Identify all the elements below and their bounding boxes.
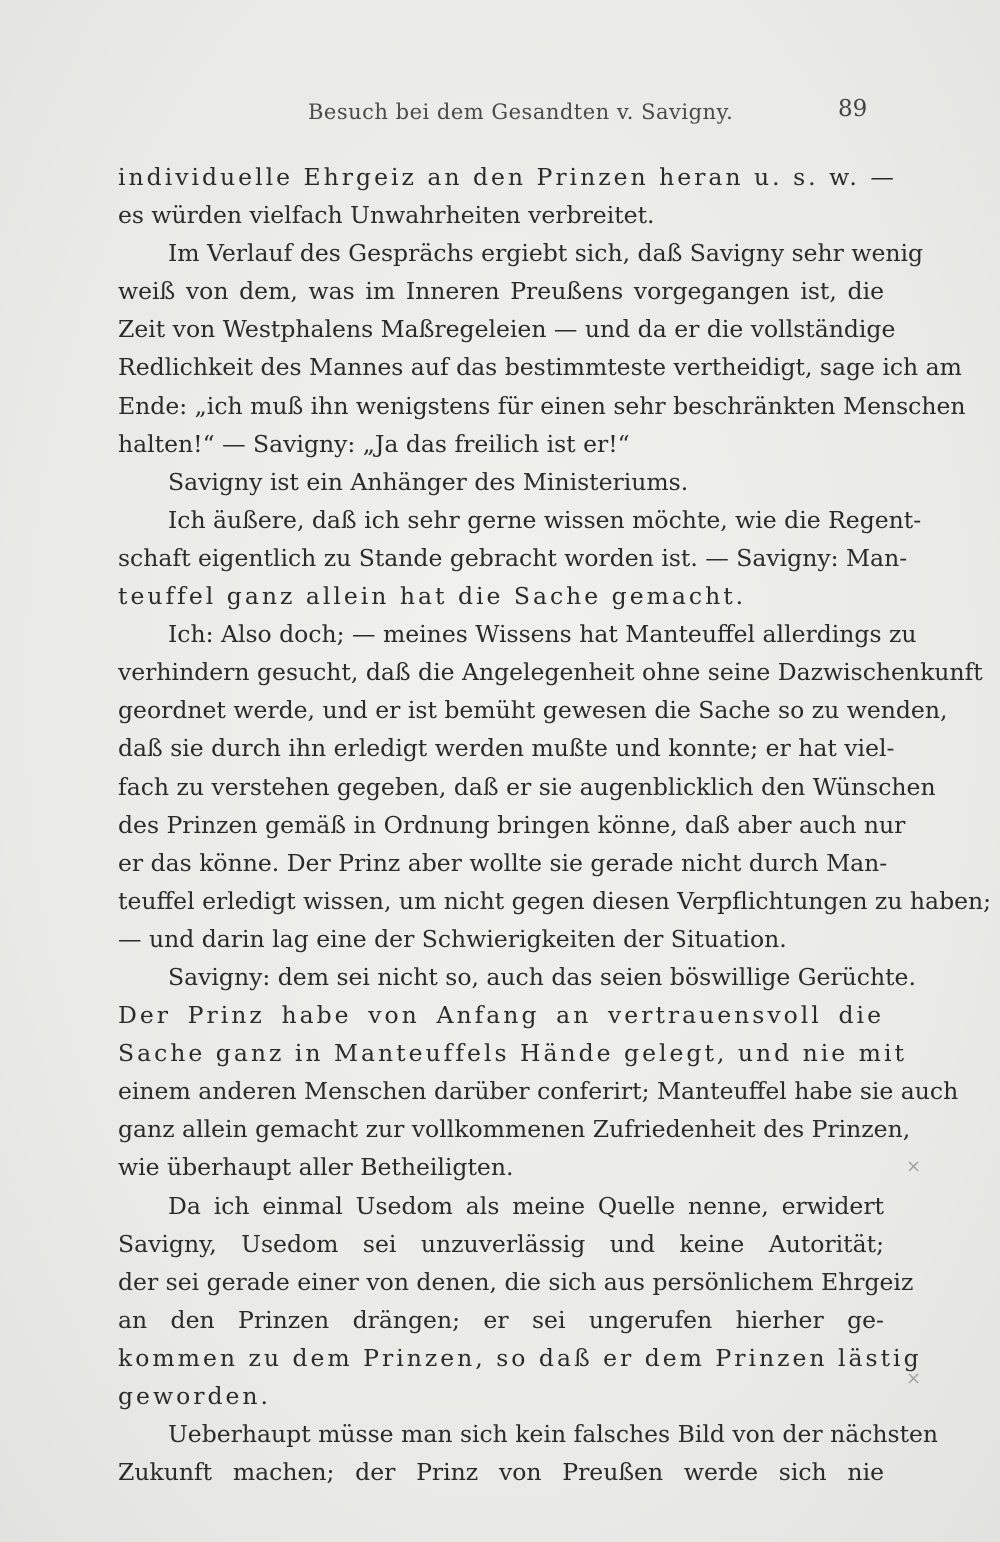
text-line: Savigny ist ein Anhänger des Ministeriums.	[168, 467, 689, 496]
text-line: Zeit von Westphalens Maßregeleien — und da er die vollständige	[118, 315, 896, 344]
text-line: Im Verlauf des Gesprächs ergiebt sich, daß Savigny sehr wenig	[168, 239, 924, 268]
text-line: Ueberhaupt müsse man sich kein falsches Bild von der nächsten	[168, 1420, 939, 1449]
text-line: Savigny, Usedom sei unzuverlässig und keine Autorität;	[118, 1229, 884, 1258]
text-line: kommen zu dem Prinzen, so daß er dem Prinzen lästig	[118, 1343, 922, 1372]
text-line: Ich äußere, daß ich sehr gerne wissen möchte, wie die Regent-	[168, 505, 922, 534]
text-line: Savigny: dem sei nicht so, auch das seien böswillige Gerüchte.	[168, 962, 916, 991]
text-line: Der Prinz habe von Anfang an vertrauensvoll die	[118, 1001, 884, 1030]
text-line: fach zu verstehen gegeben, daß er sie augenblicklich den Wünschen	[118, 772, 936, 801]
body-text	[118, 158, 992, 1491]
text-line: Redlichkeit des Mannes auf das bestimmteste vertheidigt, sage ich am	[118, 353, 962, 382]
text-line: — und darin lag eine der Schwierigkeiten der Situation.	[118, 924, 787, 953]
text-line: einem anderen Menschen darüber conferirt; Manteuffel habe sie auch	[118, 1077, 959, 1106]
text-line: halten!“ — Savigny: „Ja das freilich ist er!“	[118, 429, 630, 458]
text-line: an den Prinzen drängen; er sei ungerufen hierher ge-	[118, 1305, 884, 1334]
text-line: er das könne. Der Prinz aber wollte sie gerade nicht durch Man-	[118, 848, 888, 877]
margin-mark: ×	[906, 1156, 922, 1177]
text-line: es würden vielfach Unwahrheiten verbreitet.	[118, 201, 655, 230]
text-line: der sei gerade einer von denen, die sich aus persönlichem Ehrgeiz	[118, 1267, 914, 1296]
text-line: teuffel erledigt wissen, um nicht gegen diesen Verpflichtungen zu haben;	[118, 886, 992, 915]
text-line: geordnet werde, und er ist bemüht gewesen die Sache so zu wenden,	[118, 696, 948, 725]
text-line: daß sie durch ihn erledigt werden mußte und konnte; er hat viel-	[118, 734, 895, 763]
text-line: individuelle Ehrgeiz an den Prinzen heran u. s. w. —	[118, 163, 897, 191]
text-line: geworden.	[118, 1382, 272, 1410]
text-line: Da ich einmal Usedom als meine Quelle nenne, erwidert	[168, 1191, 884, 1220]
text-line: schaft eigentlich zu Stande gebracht worden ist. — Savigny: Man-	[118, 543, 908, 572]
running-head	[0, 96, 1000, 136]
running-title: Besuch bei dem Gesandten v. Savigny.	[308, 100, 734, 124]
margin-mark: ×	[906, 1368, 922, 1389]
text-line: Ich: Also doch; — meines Wissens hat Manteuffel allerdings zu	[168, 620, 917, 649]
text-line: weiß von dem, was im Inneren Preußens vorgegangen ist, die	[118, 277, 884, 306]
page-number: 89	[838, 96, 868, 122]
text-line: teuffel ganz allein hat die Sache gemacht.	[118, 582, 747, 611]
text-line: Sache ganz in Manteuffels Hände gelegt, und nie mit	[118, 1039, 907, 1068]
text-line: verhindern gesucht, daß die Angelegenheit ohne seine Dazwischenkunft	[118, 658, 983, 687]
text-line: des Prinzen gemäß in Ordnung bringen könne, daß aber auch nur	[118, 810, 906, 839]
text-line: wie überhaupt aller Betheiligten.	[118, 1153, 514, 1182]
text-line: ganz allein gemacht zur vollkommenen Zufriedenheit des Prinzen,	[118, 1115, 911, 1144]
text-line: Ende: „ich muß ihn wenigstens für einen sehr beschränkten Menschen	[118, 391, 966, 420]
text-line: Zukunft machen; der Prinz von Preußen werde sich nie	[118, 1458, 884, 1487]
